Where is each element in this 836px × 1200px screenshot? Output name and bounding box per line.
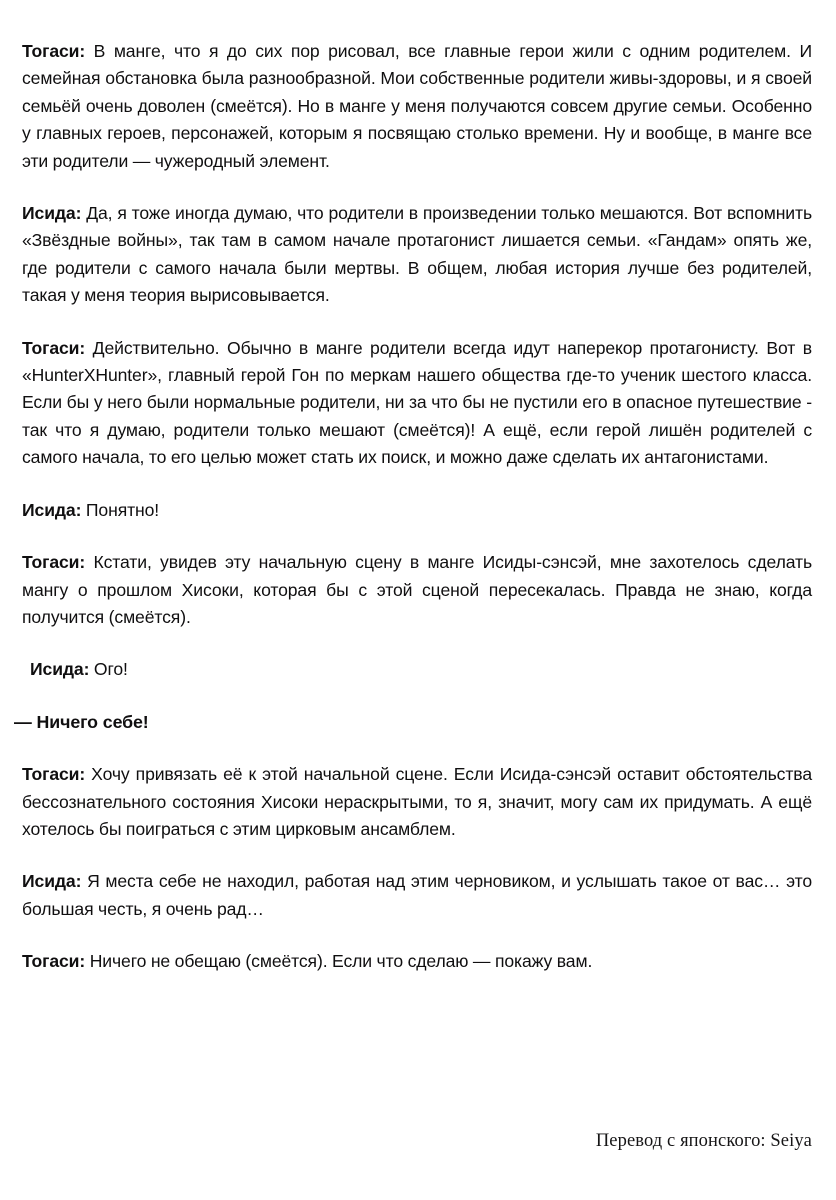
dialogue-text: В манге, что я до сих пор рисовал, все главные герои жили с одним родителем. И семейная обстановка была разнообразной. Мои собственные родители живы-здоровы, и я своей семьёй очень доволен (смеётся). Но в манге у меня получаются совсем другие семьи. Особенно у главных героев, персонажей, которым я посвящаю столько времени. Ну и вообще, в манге все эти родители — чужеродный элемент.: [22, 41, 812, 171]
speaker-label: Исида:: [22, 499, 82, 520]
dialogue-text: Да, я тоже иногда думаю, что родители в произведении только мешаются. Вот вспомнить «Звёздные войны», так там в самом начале протагонист лишается семьи. «Гандам» опять же, где родители с самого начала были мертвы. В общем, любая история лучше без родителей, такая у меня теория вырисовывается.: [22, 203, 812, 306]
dialogue-paragraph: [22, 948, 812, 975]
dialogue-text: Действительно. Обычно в манге родители всегда идут наперекор протагонисту. Вот в «HunterXHunter», главный герой Гон по меркам нашего общества где-то ученик шестого класса. Если бы у него были нормальные родители, ни за что бы не пустили его в опасное путешествие - так что я думаю, родители только мешают (смеётся)! А ещё, если герой лишён родителей с самого начала, то его целью может стать их поиск, и можно даже сделать их антагонистами.: [22, 337, 812, 468]
dialogue-text: Ничего не обещаю (смеётся). Если что сделаю — покажу вам.: [85, 951, 593, 972]
speaker-label: Тогаси:: [22, 41, 86, 61]
dialogue-paragraph: [22, 497, 812, 524]
dialogue-text: Хочу привязать её к этой начальной сцене. Если Исида-сэнсэй оставит обстоятельства бессознательного состояния Хисоки нераскрытыми, то я, значит, могу сам их придумать. А ещё хотелось бы поиграться с этим цирковым ансамблем.: [22, 764, 812, 839]
speaker-label: Тогаси:: [22, 337, 86, 358]
interjection-line: — Ничего себе!: [14, 711, 149, 732]
speaker-label: Тогаси:: [22, 764, 86, 785]
dialogue-text: Кстати, увидев эту начальную сцену в манге Исиды-сэнсэй, мне захотелось сделать мангу о прошлом Хисоки, которая бы с этой сценой пересекалась. Правда не знаю, когда получится (смеётся).: [22, 552, 812, 627]
translator-credit: Перевод с японского: Seiya: [595, 1131, 812, 1151]
speaker-label: Тогаси:: [22, 552, 86, 573]
speaker-label: Исида:: [22, 203, 82, 224]
dialogue-paragraph: [22, 200, 812, 310]
dialogue-text: Ого!: [89, 659, 128, 680]
dialogue-paragraph: [22, 38, 812, 175]
dialogue-paragraph: [22, 549, 812, 631]
dialogue-paragraph: [22, 335, 812, 472]
dialogue-text: Я места себе не находил, работая над этим черновиком, и услышать такое от вас… это большая честь, я очень рад…: [22, 871, 812, 919]
speaker-label: Исида:: [22, 871, 82, 892]
dialogue-paragraph: [22, 761, 812, 843]
speaker-label: Исида:: [30, 659, 90, 680]
dialogue-text: Понятно!: [81, 499, 160, 520]
speaker-label: Тогаси:: [22, 951, 86, 972]
dialogue-paragraph: [22, 656, 812, 683]
dialogue-paragraph: [22, 868, 812, 923]
document-body: [14, 38, 812, 976]
